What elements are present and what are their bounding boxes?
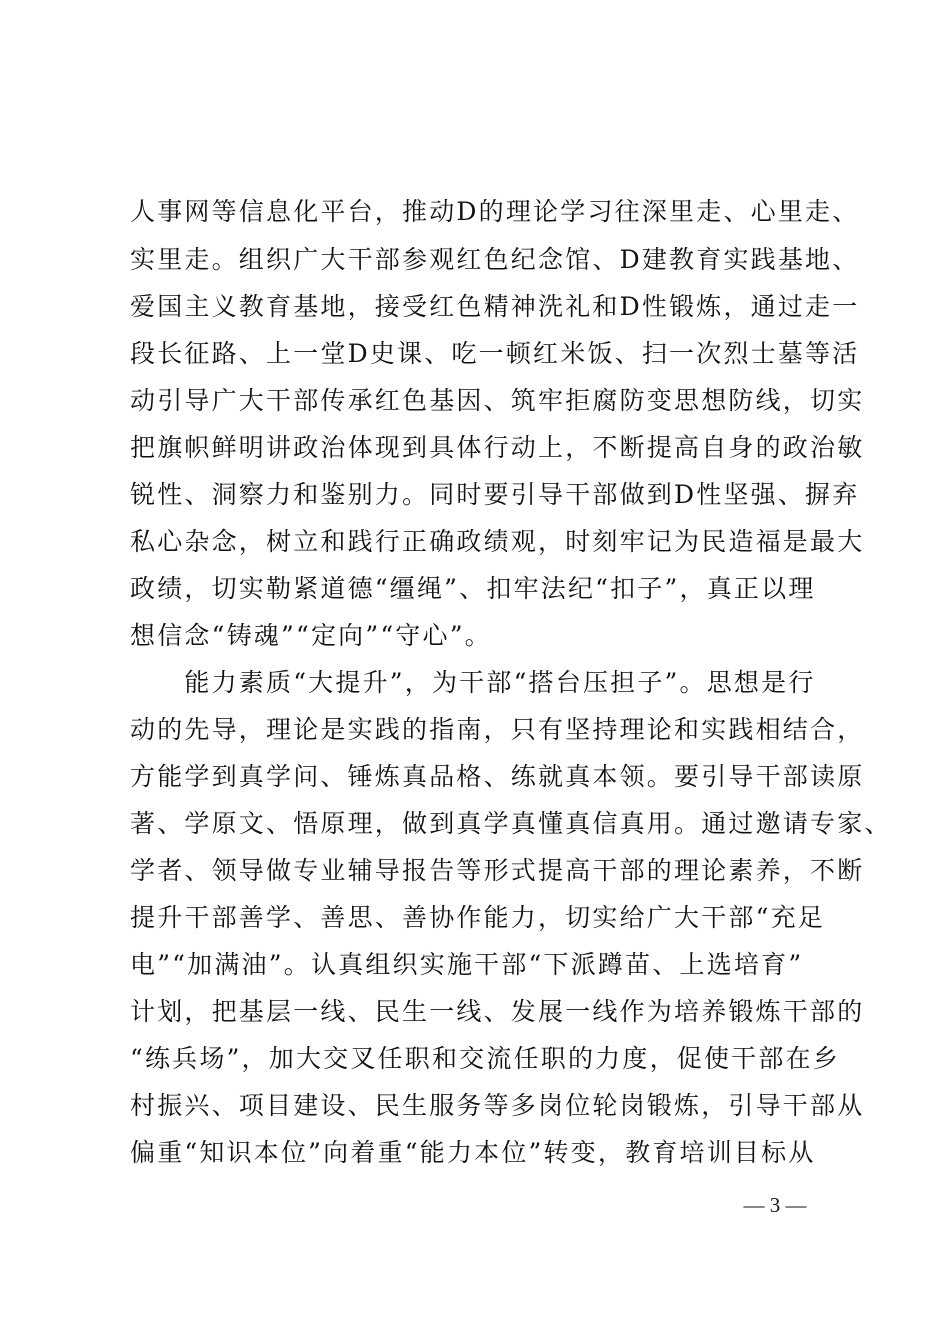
text-line: 动引导广大干部传承红色基因、筑牢拒腐防变思想防线，切实 [130,386,865,415]
text-line: 锐性、洞察力和鉴别力。同时要引导干部做到D性坚强、摒弃 [130,480,860,509]
text-line: 爱国主义教育基地，接受红色精神洗礼和D性锻炼，通过走一 [130,292,860,321]
text-line: 学者、领导做专业辅导报告等形式提高干部的理论素养，不断 [130,856,865,885]
text-line: 村振兴、项目建设、民生服务等多岗位轮岗锻炼，引导干部从 [130,1091,865,1120]
paragraph-first-line: 能力素质“大提升”，为干部“搭台压担子”。思想是行 [130,668,816,697]
text-line: 著、学原文、悟原理，做到真学真懂真信真用。通过邀请专家、 [130,809,892,838]
text-line: 提升干部善学、善思、善协作能力，切实给广大干部“充足 [130,903,825,932]
text-line: 政绩，切实勒紧道德“缰绳”、扣牢法纪“扣子”，真正以理 [130,574,816,603]
text-line: 方能学到真学问、锤炼真品格、练就真本领。要引导干部读原 [130,762,865,791]
text-line: 实里走。组织广大干部参观红色纪念馆、D建教育实践基地、 [130,245,860,274]
text-line: 计划，把基层一线、民生一线、发展一线作为培养锻炼干部的 [130,997,865,1026]
text-line: “练兵场”，加大交叉任职和交流任职的力度，促使干部在乡 [130,1044,840,1073]
page-number: — 3 — [743,1193,807,1217]
text-line: 段长征路、上一堂D史课、吃一顿红米饭、扫一次烈士墓等活 [130,339,860,368]
text-line: 电”“加满油”。认真组织实施干部“下派蹲苗、上选培育” [130,950,804,979]
text-line: 私心杂念，树立和践行正确政绩观，时刻牢记为民造福是最大 [130,527,865,556]
text-line: 人事网等信息化平台，推动D的理论学习往深里走、心里走、 [130,197,860,226]
text-line: 偏重“知识本位”向着重“能力本位”转变，教育培训目标从 [130,1138,816,1167]
text-line: 想信念“铸魂”“定向”“守心”。 [130,621,492,650]
text-line: 把旗帜鲜明讲政治体现到具体行动上，不断提高自身的政治敏 [130,433,865,462]
text-line: 动的先导，理论是实践的指南，只有坚持理论和实践相结合， [130,715,865,744]
